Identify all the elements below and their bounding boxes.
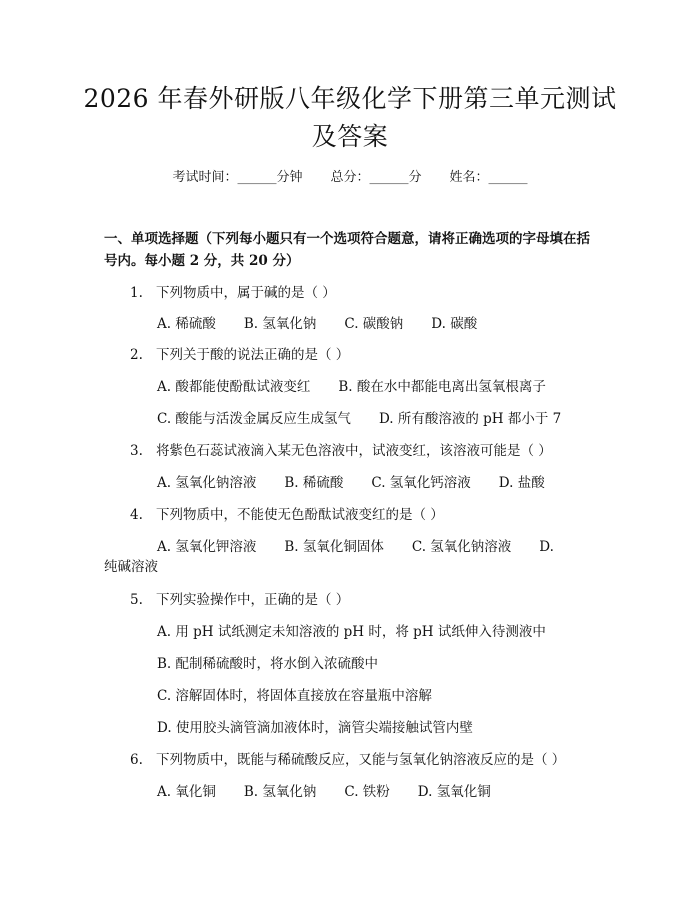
option-c: C. 氢氧化钠溶液 [411,539,512,555]
question-text: 下列物质中，不能使无色酚酞试液变红的是（ ） [156,507,444,523]
question-text: 将紫色石蕊试液滴入某无色溶液中，试液变红，该溶液可能是（ ） [156,443,552,459]
question-number: 4. [130,507,143,523]
question-6-options [157,782,491,802]
question-5 [130,590,349,610]
option-b: B. 氢氧化钠 [243,316,317,332]
question-number: 3. [130,443,143,459]
question-5-option-c: C. 溶解固体时，将固体直接放在容量瓶中溶解 [157,688,432,704]
option-d: D. 氢氧化铜 [417,784,491,800]
question-text: 下列物质中，既能与稀硫酸反应，又能与氢氧化钠溶液反应的是（ ） [156,752,566,768]
question-number: 1. [130,285,143,301]
exam-time-field: 考试时间：______分钟 [172,170,303,185]
option-b: B. 酸在水中都能电离出氢氧根离子 [338,379,546,395]
option-a: A. 氢氧化钠溶液 [157,475,257,491]
option-b: B. 氢氧化铜固体 [284,539,384,555]
question-3-options [157,473,545,493]
option-d: D. 所有酸溶液的 pH 都小于 7 [378,411,562,427]
question-1-options [157,314,477,334]
exam-meta [0,168,700,188]
question-2 [130,345,349,365]
option-b: B. 稀硫酸 [284,475,344,491]
question-number: 2. [130,347,143,363]
section-heading: 一、单项选择题（下列每小题只有一个选项符合题意，请将正确选项的字母填在括号内。每小题 2 分，共 20 分） [104,231,590,269]
question-1 [130,283,336,303]
option-d-continuation: 纯碱溶液 [104,559,158,575]
option-c: C. 铁粉 [344,784,390,800]
question-text: 下列关于酸的说法正确的是（ ） [156,347,350,363]
option-a: A. 稀硫酸 [157,316,216,332]
question-2-options-row1 [157,377,546,397]
option-c: C. 碳酸钠 [344,316,404,332]
question-text: 下列实验操作中，正确的是（ ） [156,592,350,608]
name-field: 姓名：______ [449,170,528,185]
question-text: 下列物质中，属于碱的是（ ） [156,285,336,301]
question-5-option-b: B. 配制稀硫酸时，将水倒入浓硫酸中 [157,656,379,672]
question-3 [130,441,552,461]
question-4-options [157,537,554,557]
option-c: C. 酸能与活泼金属反应生成氢气 [157,411,351,427]
question-5-option-d: D. 使用胶头滴管滴加液体时，滴管尖端接触试管内壁 [157,720,473,736]
option-a: A. 氢氧化钾溶液 [157,539,257,555]
option-d: D. [539,539,554,555]
option-c: C. 氢氧化钙溶液 [371,475,471,491]
question-6 [130,750,565,770]
option-b: B. 氢氧化钠 [243,784,317,800]
question-4 [130,505,444,525]
document-title: 2026 年春外研版八年级化学下册第三单元测试及答案 [83,84,617,151]
total-score-field: 总分：______分 [330,170,422,185]
question-number: 5. [130,592,143,608]
option-d: D. 碳酸 [431,316,478,332]
question-number: 6. [130,752,143,768]
option-d: D. 盐酸 [498,475,545,491]
question-2-options-row2 [157,409,561,429]
option-a: A. 氧化铜 [157,784,216,800]
option-a: A. 酸都能使酚酞试液变红 [157,379,311,395]
question-5-option-a: A. 用 pH 试纸测定未知溶液的 pH 时，将 pH 试纸伸入待测液中 [157,624,546,640]
